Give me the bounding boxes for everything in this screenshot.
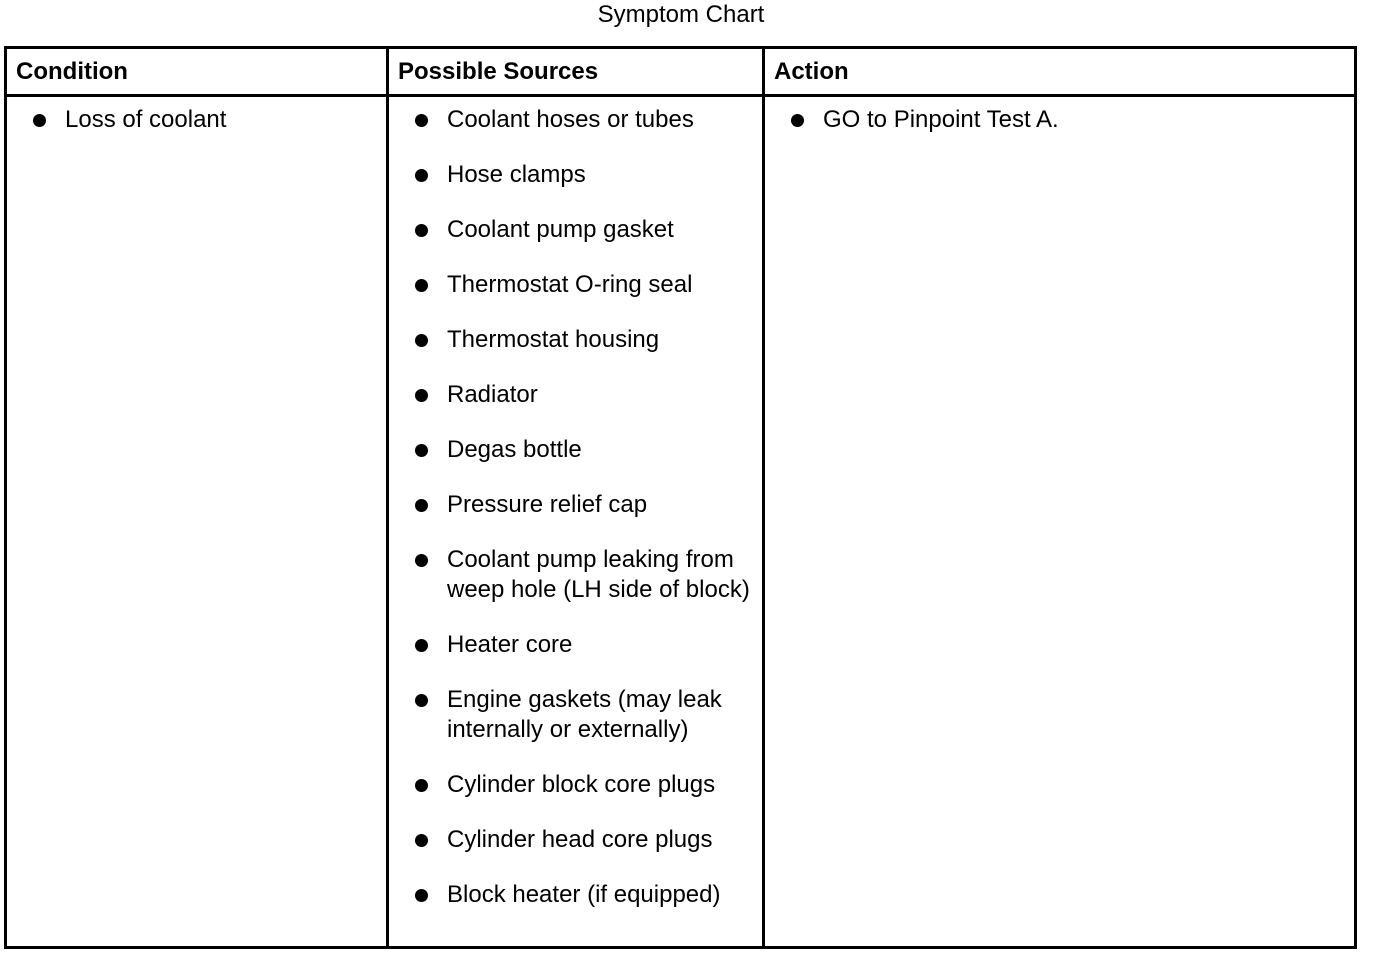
bullet-icon [415,834,428,847]
bullet-icon [415,889,428,902]
condition-list [7,97,386,135]
source-item-text: Coolant pump gasket [447,216,674,243]
bullet-icon [791,114,804,127]
condition-item-text: Loss of coolant [65,106,227,133]
action-list [765,97,1354,135]
header-possible-sources: Possible Sources [388,48,764,96]
source-item [389,105,762,135]
source-item-text: Thermostat housing [447,326,660,353]
source-item-text: Engine gaskets (may leak internally or externally) [447,686,722,743]
bullet-icon [415,224,428,237]
source-item-text: Heater core [447,631,573,658]
action-cell [764,96,1356,948]
source-item [389,215,762,245]
source-item [389,160,762,190]
source-item-text: Coolant pump leaking from weep hole (LH side of block) [447,546,750,603]
source-item [389,630,762,660]
bullet-icon [415,444,428,457]
source-item [389,825,762,855]
bullet-icon [415,389,428,402]
header-condition: Condition [6,48,388,96]
source-item-text: Radiator [447,381,538,408]
source-item [389,490,762,520]
header-action: Action [764,48,1356,96]
source-item-text: Cylinder head core plugs [447,826,713,853]
bullet-icon [415,554,428,567]
action-item-text: GO to Pinpoint Test A. [823,106,1059,133]
source-item [389,270,762,300]
source-item [389,545,762,605]
sources-list [389,97,762,910]
sources-cell [388,96,764,948]
bullet-icon [415,114,428,127]
source-item-text: Cylinder block core plugs [447,771,716,798]
symptom-table [4,46,1357,949]
table-row [6,96,1356,948]
bullet-icon [415,169,428,182]
bullet-icon [415,639,428,652]
table-header-row [6,48,1356,96]
source-item [389,880,762,910]
source-item [389,685,762,745]
source-item [389,435,762,465]
bullet-icon [415,334,428,347]
condition-item [7,105,386,135]
source-item-text: Pressure relief cap [447,491,648,518]
bullet-icon [415,279,428,292]
source-item-text: Hose clamps [447,161,586,188]
source-item-text: Thermostat O-ring seal [447,271,693,298]
source-item-text: Block heater (if equipped) [447,881,721,908]
action-item [765,105,1354,135]
source-item [389,325,762,355]
page-title: Symptom Chart [597,1,765,28]
source-item-text: Coolant hoses or tubes [447,106,694,133]
condition-cell [6,96,388,948]
bullet-icon [415,779,428,792]
source-item [389,380,762,410]
source-item [389,770,762,800]
source-item-text: Degas bottle [447,436,582,463]
bullet-icon [415,694,428,707]
bullet-icon [415,499,428,512]
bullet-icon [33,114,46,127]
